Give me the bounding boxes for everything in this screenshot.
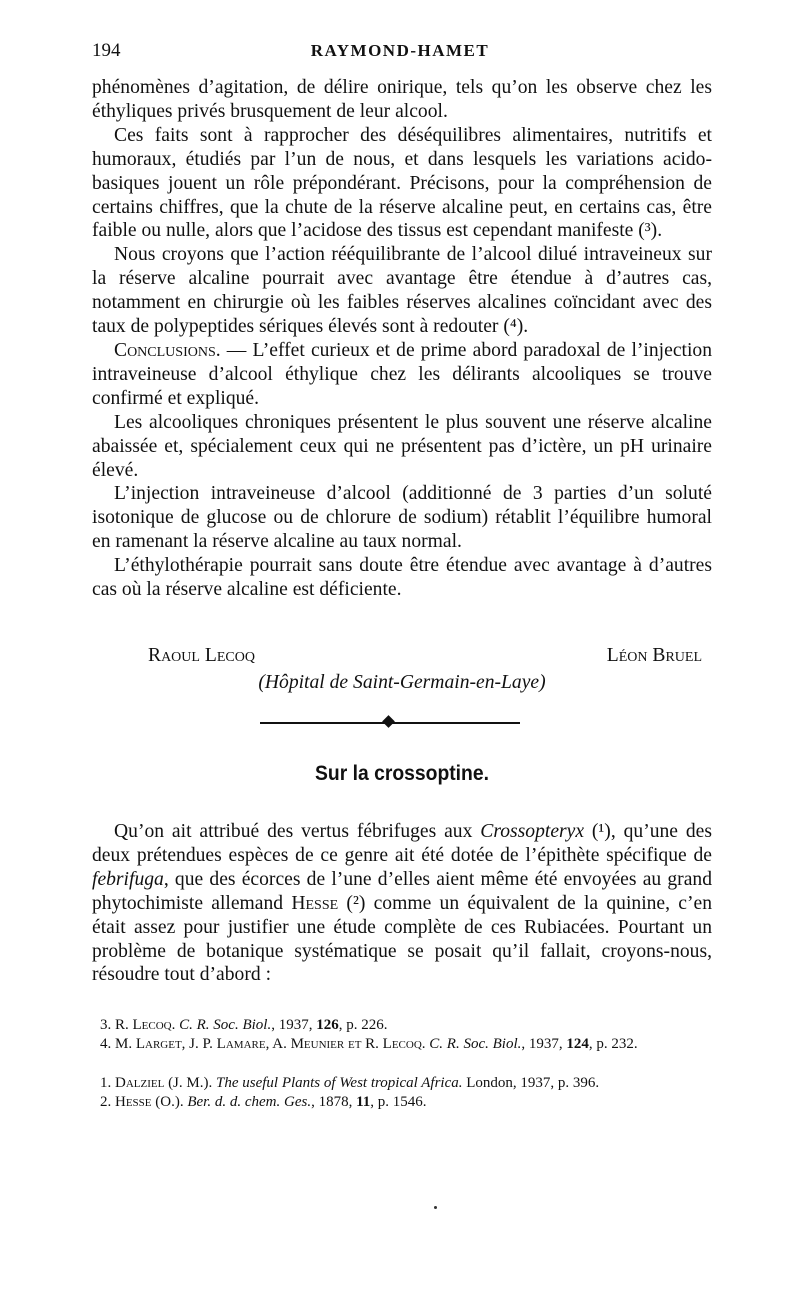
footnote-number: 3. xyxy=(100,1017,112,1033)
first-article-body xyxy=(92,76,712,602)
conclusions-paragraph xyxy=(92,339,712,411)
footnote-number: 4. xyxy=(100,1035,112,1052)
footnote-year: London, 1937, p. 396. xyxy=(462,1075,600,1091)
chemist-name: Hesse xyxy=(291,892,339,914)
text-run: Qu’on ait attribué des vertus fébrifuges aux xyxy=(114,821,481,842)
footnote-journal: Ber. d. d. chem. Ges. xyxy=(187,1093,312,1110)
footnote-number: 2. xyxy=(100,1093,112,1110)
footnote-author: R. Lecoq. xyxy=(115,1017,176,1033)
text-run: (¹), qu’une des deux prétendues espèces de ce genre ait été dotée de l’épithète spécifique de xyxy=(92,821,712,866)
second-article-body xyxy=(92,820,712,987)
page-number: 194 xyxy=(92,40,121,61)
running-head: RAYMOND-HAMET xyxy=(310,41,490,60)
footnote-author: M. Larget, J. P. Lamare, A. Meunier et R. Lecoq. xyxy=(115,1035,426,1052)
footnote-journal: The useful Plants of West tropical Africa. xyxy=(215,1075,463,1091)
institution: (Hôpital de Saint-Germain-en-Laye) xyxy=(258,672,546,693)
paragraph: L’injection intraveineuse d’alcool (additionné de 3 parties d’un soluté isotonique de glucose ou de chlorure de sodium) rétablit l’équilibre humoral en ramenant la réserve alcaline au taux normal. xyxy=(92,483,712,553)
footnote xyxy=(92,1016,712,1035)
author-left: Raoul Lecoq xyxy=(148,645,255,666)
section-separator xyxy=(260,716,520,730)
text-run: , que des écorces de l’une d’elles aient même été envoyées au grand phytochimiste allemand xyxy=(92,868,712,914)
conclusions-label: Conclusions. xyxy=(114,339,221,361)
footnote-page: , p. 232. xyxy=(588,1035,638,1052)
paragraph: phénomènes d’agitation, de délire onirique, tels qu’on les observe chez les éthyliques privés brusquement de leur alcool. xyxy=(92,77,712,122)
footnote-volume: 124 xyxy=(566,1035,589,1052)
footnote-year: , 1937, xyxy=(521,1035,567,1052)
footnote-journal: C. R. Soc. Biol. xyxy=(429,1035,522,1052)
conclusions-text: — L’effet curieux et de prime abord paradoxal de l’injection intraveineuse d’alcool éthylique chez les délirants alcooliques se trouve confirmé et expliqué. xyxy=(92,339,712,409)
footnotes-first xyxy=(92,1016,712,1053)
footnote-author: Dalziel (J. M.). xyxy=(115,1075,213,1091)
footnote xyxy=(92,1074,712,1093)
footnote-volume: 11 xyxy=(356,1093,371,1110)
text-run: (²) comme un équivalent de la quinine, c’en était assez pour justifier une étude complète de ces Rubiacées. Pourtant un problème de botanique systématique se posait qu’il fallait, croyons-nous, résoudre tout d’abord : xyxy=(92,892,712,986)
footnote xyxy=(92,1093,712,1112)
page-header xyxy=(92,40,708,66)
paragraph: Les alcooliques chroniques présentent le plus souvent une réserve alcaline abaissée et, spécialement ceux qui ne présentent pas d’ictère, un pH urinaire élevé. xyxy=(92,411,712,481)
genus-name: Crossopteryx xyxy=(480,821,585,842)
paragraph: Nous croyons que l’action rééquilibrante de l’alcool dilué intraveineux sur la réserve alcaline pourrait avec avantage être étendue à d’autres cas, notamment en chirurgie où les faibles réserves alcalines coïncidant avec des taux de polypeptides sériques élevés sont à redouter (⁴). xyxy=(92,244,712,338)
article-title: Sur la crossoptine. xyxy=(315,762,489,785)
paragraph xyxy=(92,820,712,987)
footnote xyxy=(92,1035,712,1054)
footnote-page: , p. 226. xyxy=(338,1017,388,1033)
diamond-ornament-icon xyxy=(382,715,395,728)
paragraph: Ces faits sont à rapprocher des déséquilibres alimentaires, nutritifs et humoraux, étudiés par l’un de nous, et dans lesquels les variations acido-basiques jouent un rôle prépondérant. Précisons, pour la compréhension de certains chiffres, que la chute de la réserve alcaline peut, en certains cas, être faible ou nulle, alors que l’acidose des tissus est cependant manifeste (³). xyxy=(92,124,712,242)
footnote-year: , 1878, xyxy=(311,1093,357,1110)
footnotes-second xyxy=(92,1074,712,1111)
footnote-number: 1. xyxy=(100,1075,112,1091)
author-right: Léon Bruel xyxy=(606,645,702,666)
epithet: febrifuga xyxy=(92,868,164,890)
paragraph: L’éthylothérapie pourrait sans doute être étendue avec avantage à d’autres cas où la réserve alcaline est déficiente. xyxy=(92,555,712,601)
print-speck xyxy=(434,1206,437,1209)
footnote-volume: 126 xyxy=(316,1017,339,1033)
footnote-author: Hesse (O.). xyxy=(115,1093,184,1110)
footnote-year: , 1937, xyxy=(271,1017,317,1033)
footnote-page: , p. 1546. xyxy=(370,1093,427,1110)
footnote-journal: C. R. Soc. Biol. xyxy=(179,1017,272,1033)
